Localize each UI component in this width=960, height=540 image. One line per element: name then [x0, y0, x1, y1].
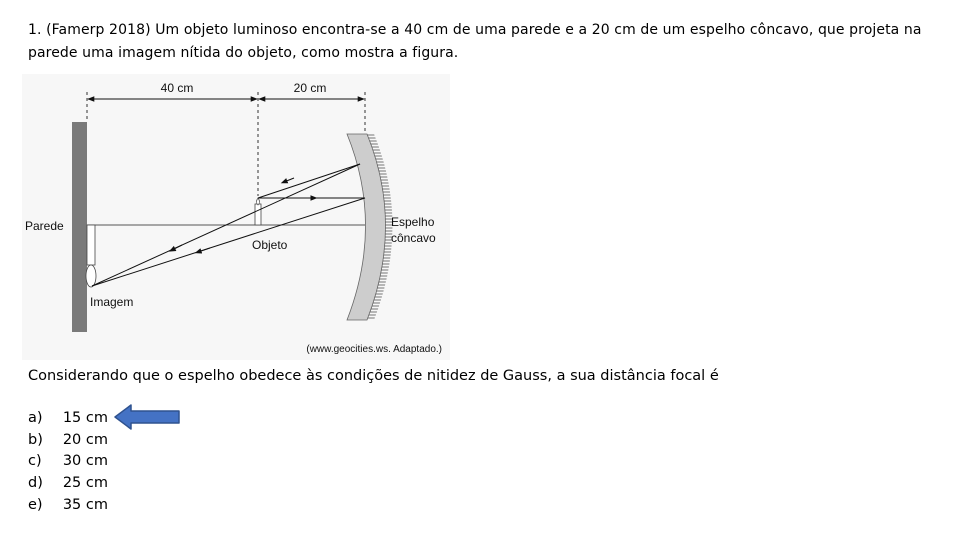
option-d[interactable]: [28, 473, 108, 495]
mirror-diagram: [22, 74, 450, 360]
option-e[interactable]: [28, 495, 108, 517]
question-text: 1. (Famerp 2018) Um objeto luminoso encontra-se a 40 cm de uma parede e a 20 cm de um espelho côncavo, que projeta na parede uma imagem nítida do objeto, como mostra a figura.: [28, 22, 922, 61]
optics-figure: [22, 74, 450, 360]
image-candle: [87, 225, 95, 265]
object-label: Objeto: [252, 238, 288, 252]
option-c[interactable]: [28, 451, 108, 473]
wall-label: Parede: [25, 219, 64, 233]
answer-arrow-icon: [113, 403, 183, 435]
question-prompt: Considerando que o espelho obedece às condições de nitidez de Gauss, a sua distância focal é: [28, 368, 719, 384]
mirror-label-line1: Espelho: [391, 215, 435, 229]
image-flame: [86, 265, 96, 287]
dimension-40cm-label: 40 cm: [160, 81, 194, 95]
option-letter: e): [28, 496, 43, 513]
option-a[interactable]: [28, 408, 108, 430]
option-value: 35 cm: [62, 496, 108, 513]
object-candle: [255, 204, 261, 225]
object-flame: [257, 198, 260, 205]
mirror-label-line2: côncavo: [391, 231, 436, 245]
option-value: 15 cm: [62, 410, 108, 426]
option-letter: d): [28, 475, 43, 492]
option-value: 25 cm: [62, 475, 108, 492]
answer-options: [28, 408, 108, 516]
image-label: Imagem: [90, 295, 134, 309]
figure-source: (www.geocities.ws. Adaptado.): [306, 344, 442, 355]
option-letter: a): [28, 410, 43, 426]
wall: [72, 122, 87, 332]
option-letter: b): [28, 431, 43, 448]
option-value: 30 cm: [62, 453, 108, 470]
dimension-20cm-label: 20 cm: [293, 81, 327, 95]
option-letter: c): [28, 453, 42, 470]
option-b[interactable]: [28, 430, 108, 452]
option-value: 20 cm: [62, 431, 108, 448]
